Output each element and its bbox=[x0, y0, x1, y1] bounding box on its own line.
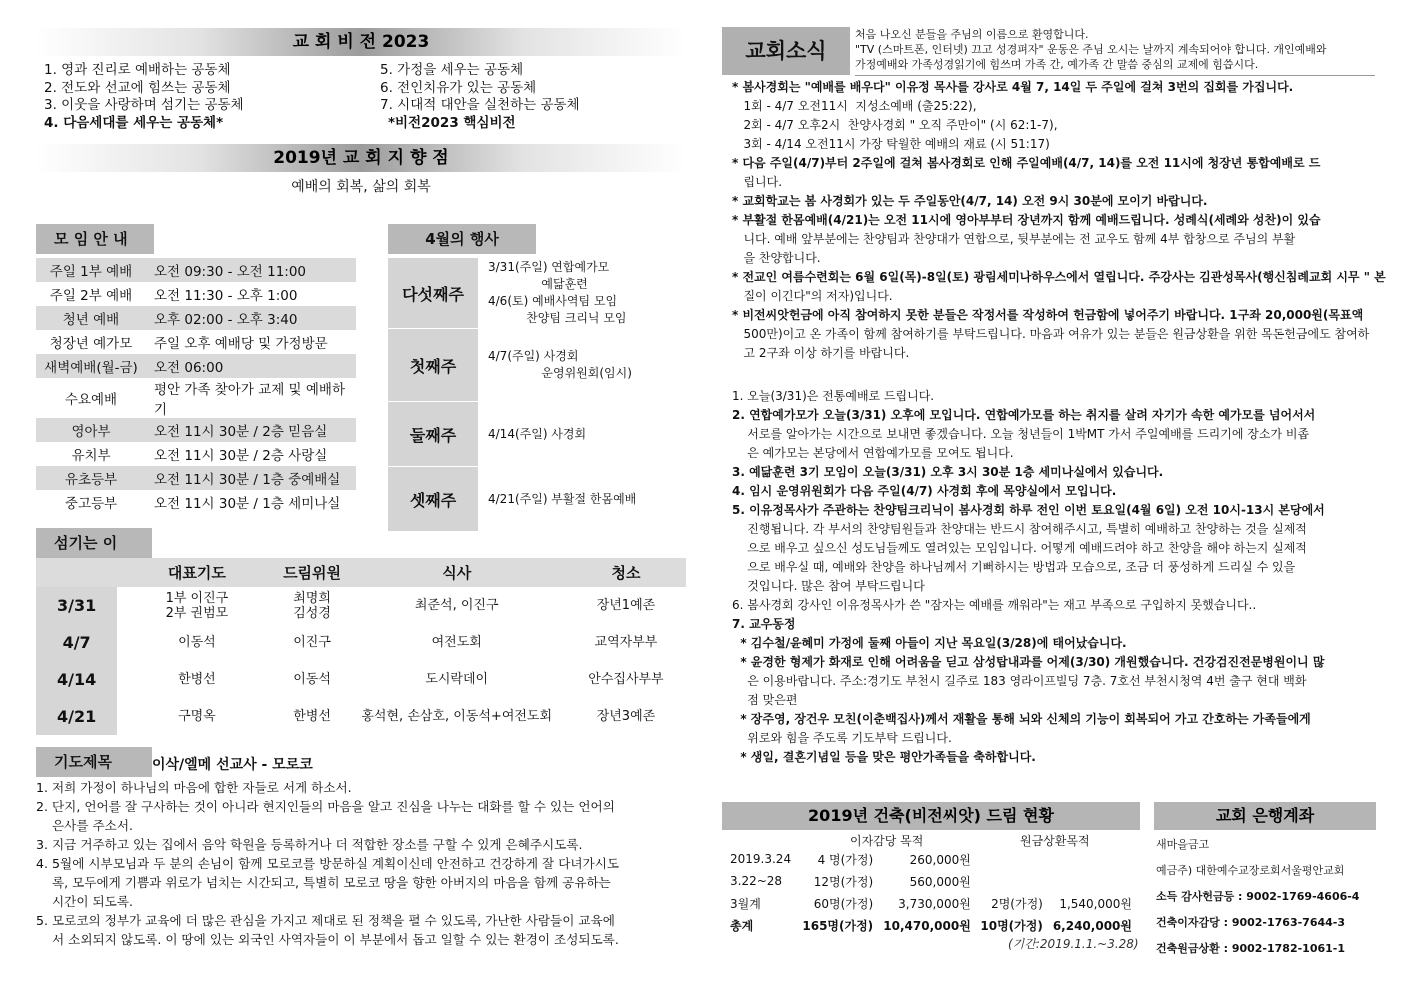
event-row bbox=[388, 402, 688, 467]
meeting-table bbox=[36, 258, 356, 514]
meeting-time: 오전 09:30 - 오전 11:00 bbox=[146, 258, 356, 282]
fund-interest-amount: 3,730,000원 bbox=[898, 896, 971, 911]
servants-dream bbox=[277, 661, 348, 698]
event-line: 운영위원회(임시) bbox=[488, 366, 632, 380]
event-line: 4/14(주일) 사경회 bbox=[488, 426, 587, 441]
servants-date: 3/31 bbox=[36, 587, 117, 624]
meeting-time: 오전 06:00 bbox=[146, 354, 356, 378]
event-week: 둘째주 bbox=[388, 402, 478, 467]
servants-row bbox=[36, 661, 686, 698]
meeting-row bbox=[36, 442, 356, 466]
servants-clean bbox=[566, 587, 686, 624]
prayer-item: 2. 단지, 언어를 잘 구사하는 것이 아니라 현지인들의 마음을 알고 진심을 나누는 대화를 할 수 있는 언어의 bbox=[36, 799, 615, 814]
event-week: 셋째주 bbox=[388, 467, 478, 532]
event-row bbox=[388, 329, 688, 402]
announcement-line: 2회 - 4/7 오후2시 찬양사경회 " 오직 주만이" (시 62:1-7), bbox=[732, 118, 1058, 132]
meeting-name: 청장년 예가모 bbox=[49, 336, 133, 352]
servants-dream-line: 김성경 bbox=[293, 605, 331, 621]
prayer-item: 은사를 주소서. bbox=[36, 818, 134, 833]
event-row bbox=[388, 258, 688, 329]
prayer-item: 서 소외되지 않도록. 이 땅에 있는 외국인 사역자들이 이 부분에서 돕고 일할 수 있는 환경이 조성되도록. bbox=[36, 932, 619, 947]
announcement-line: 립니다. bbox=[732, 175, 783, 189]
announcement-line: 500만)이고 온 가족이 함께 참여하기를 부탁드립니다. 마음과 여유가 있는 분들은 원금상환을 위한 목돈헌금에도 참여하 bbox=[732, 327, 1370, 341]
servants-prayer-line: 한병선 bbox=[178, 672, 216, 687]
fund-principal-count: 2명(가정) bbox=[991, 896, 1043, 911]
event-week: 첫째주 bbox=[388, 329, 478, 402]
servants-date: 4/21 bbox=[36, 698, 117, 735]
servants-clean bbox=[566, 624, 686, 661]
news-line: 1. 오늘(3/31)은 전통예배로 드립니다. bbox=[732, 389, 935, 403]
meeting-name: 주일 2부 예배 bbox=[49, 288, 133, 304]
bank-title-bar bbox=[1154, 802, 1376, 830]
vision-item: 1. 영과 진리로 예배하는 공동체 bbox=[44, 62, 231, 78]
vision-item: 7. 시대적 대안을 실천하는 공동체 bbox=[380, 97, 580, 113]
event-line: 찬양팀 크리닉 모임 bbox=[488, 311, 627, 325]
fund-principal-amount: 1,540,000원 bbox=[1059, 896, 1132, 911]
news-line: 으로 배우고 싶으신 성도님들께도 열려있는 모임입니다. 어떻게 예배드려야 하고 찬양을 해야 하는지 실제적 bbox=[732, 541, 1307, 555]
meeting-time: 오전 11:30 - 오후 1:00 bbox=[154, 288, 298, 304]
direction-title: 2019년 교 회 지 향 점 bbox=[273, 148, 449, 168]
event-details bbox=[478, 329, 688, 402]
announcement-line: 고 2구좌 이상 하기를 바랍니다. bbox=[732, 346, 910, 360]
servants-meal bbox=[348, 587, 566, 624]
fund-interest-count: 12명(가정) bbox=[813, 874, 874, 889]
prayer-item: 4. 5월에 시부모님과 두 분의 손님이 함께 모로코를 방문하실 계획이신데 안전하고 건강하게 잘 다녀가시도 bbox=[36, 856, 620, 871]
meeting-row bbox=[36, 354, 356, 378]
fund-period: 총계 bbox=[730, 918, 754, 933]
meeting-name: 유초등부 bbox=[36, 466, 146, 490]
bank-account: 건축이자감당 : 9002-1763-7644-3 bbox=[1156, 916, 1346, 929]
servants-clean-line: 교역자부부 bbox=[594, 635, 658, 650]
event-row bbox=[388, 467, 688, 532]
meeting-row bbox=[36, 306, 356, 330]
servants-prayer-line: 구명옥 bbox=[178, 709, 216, 724]
servants-header: 드림위원 bbox=[277, 558, 348, 587]
prayer-item: 1. 저희 가정이 하나님의 마음에 합한 자들로 서게 하소서. bbox=[36, 780, 352, 795]
events-tab: 4월의 행사 bbox=[388, 224, 536, 254]
fund-interest-amount: 10,470,000원 bbox=[883, 918, 971, 933]
meeting-row bbox=[36, 378, 356, 418]
fund-row bbox=[726, 870, 1136, 892]
servants-date: 4/14 bbox=[36, 661, 117, 698]
servants-table bbox=[36, 558, 686, 735]
prayer-item: 시간이 되도록. bbox=[36, 894, 134, 909]
meeting-tab: 모 임 안 내 bbox=[36, 224, 154, 254]
news-line: 은 이용바랍니다. 주소:경기도 부천시 길주로 183 영라이프빌딩 7층. 7호선 부천시청역 4번 출구 현대 백화 bbox=[732, 674, 1307, 688]
news-line: 점 맞은편 bbox=[732, 693, 798, 707]
fund-principal-count bbox=[975, 870, 1047, 892]
news-line: 진행됩니다. 각 부서의 찬양팀원들과 찬양대는 반드시 참여해주시고, 특별히 예배하고 찬양하는 것을 실제적 bbox=[732, 522, 1307, 536]
vision-title-bar bbox=[36, 28, 686, 56]
fund-period: 3월계 bbox=[730, 896, 761, 911]
news-numbered-list bbox=[732, 387, 1377, 767]
fund-row bbox=[726, 914, 1136, 936]
meeting-time: 오전 11시 30분 / 1층 중예배실 bbox=[146, 466, 356, 490]
news-line: 것입니다. 많은 참여 부탁드립니다 bbox=[732, 579, 925, 593]
servants-dream-line: 한병선 bbox=[293, 709, 331, 724]
prayer-subject: 이삭/엘메 선교사 - 모로코 bbox=[152, 757, 313, 773]
servants-clean bbox=[566, 661, 686, 698]
bank-title: 교회 은행계좌 bbox=[1215, 806, 1315, 825]
servants-dream bbox=[277, 698, 348, 735]
news-tab: 교회소식 bbox=[722, 27, 850, 75]
event-line: 3/31(주일) 연합예가모 bbox=[488, 260, 610, 274]
servants-prayer-line: 2부 권범모 bbox=[165, 605, 229, 621]
meeting-time: 오전 11시 30분 / 2층 믿음실 bbox=[146, 418, 356, 442]
meeting-row bbox=[36, 330, 356, 354]
servants-meal bbox=[348, 698, 566, 735]
announcement-line: 1회 - 4/7 오전11시 지성소예배 (출25:22), bbox=[732, 99, 977, 113]
news-line: 5. 이유정목사가 주관하는 찬양팀크리닉이 봄사경회 하루 전인 이번 토요일(4월 6일) 오전 10시-13시 본당에서 bbox=[732, 503, 1325, 517]
fund-period-note: (기간:2019.1.1.~3.28) bbox=[1008, 937, 1139, 951]
event-line: 예닮훈련 bbox=[488, 277, 588, 291]
vision-title: 교 회 비 전 2023 bbox=[292, 32, 430, 52]
announcement-line: 니다. 예배 앞부분에는 찬양팀과 찬양대가 연합으로, 뒷부분에는 전 교우도 함께 4부 합창으로 주님의 부활 bbox=[732, 232, 1296, 246]
servants-meal-line: 여전도회 bbox=[431, 635, 482, 650]
announcement-line: * 부활절 한몸예배(4/21)는 오전 11시에 영아부부터 장년까지 함께 예배드립니다. 성례식(세례와 성찬)이 있습 bbox=[732, 213, 1321, 227]
event-line: 4/7(주일) 사경회 bbox=[488, 349, 579, 363]
welcome-line: 처음 나오신 분들을 주님의 이름으로 환영합니다. bbox=[855, 28, 1089, 41]
prayer-item: 록, 모두에게 기쁨과 위로가 넘치는 시간되고, 특별히 모로코 땅을 향한 아버지의 마음을 함께 공유하는 bbox=[36, 875, 611, 890]
announcement-line: * 교회학교는 봄 사경회가 있는 두 주일동안(4/7, 14) 오전 9시 30분에 모이기 바랍니다. bbox=[732, 194, 1208, 208]
news-line: 4. 임시 운영위원회가 다음 주일(4/7) 사경회 후에 목양실에서 모입니다. bbox=[732, 484, 1117, 498]
event-details bbox=[478, 402, 688, 467]
event-line: 4/21(주일) 부활절 한몸예배 bbox=[488, 491, 637, 506]
servants-prayer-line: 이동석 bbox=[178, 635, 216, 650]
bank-holder: 예금주) 대한예수교장로회서울평안교회 bbox=[1156, 864, 1345, 877]
welcome-box bbox=[855, 27, 1375, 76]
servants-header: 식사 bbox=[348, 558, 566, 587]
servants-clean-line: 장년1예존 bbox=[596, 598, 656, 613]
meeting-time: 주일 오후 예배당 및 가정방문 bbox=[154, 336, 328, 352]
fund-principal-count: 10명(가정) bbox=[980, 918, 1043, 933]
servants-meal bbox=[348, 624, 566, 661]
announcement-line: * 비전씨앗헌금에 아직 참여하지 못한 분들은 작정서를 작성하여 헌금함에 넣어주기 바랍니다. 1구좌 20,000원(목표액 bbox=[732, 308, 1364, 322]
events-table bbox=[388, 258, 688, 532]
servants-tab: 섬기는 이 bbox=[36, 528, 152, 558]
servants-clean bbox=[566, 698, 686, 735]
servants-dream bbox=[277, 587, 348, 624]
announcement-line: * 봄사경회는 "예배를 배우다" 이유정 목사를 강사로 4월 7, 14일 두 주일에 걸쳐 3번의 집회를 가집니다. bbox=[732, 80, 1294, 94]
announcement-line: 을 찬양합니다. bbox=[732, 251, 821, 265]
bank-list bbox=[1156, 832, 1378, 962]
servants-row bbox=[36, 624, 686, 661]
vision-item: 5. 가정을 세우는 공동체 bbox=[380, 62, 524, 78]
announcement-line: * 다음 주일(4/7)부터 2주일에 걸쳐 봄사경회로 인해 주일예배(4/7, 14)를 오전 11시에 청장년 통합예배로 드 bbox=[732, 156, 1321, 170]
news-line: 으로 배우실 때, 예배와 찬양을 하나님께서 기뻐하시는 방법과 모습으로, 조금 더 풍성하게 드리실 수 있을 bbox=[732, 560, 1296, 574]
event-details bbox=[478, 467, 688, 532]
meeting-row bbox=[36, 282, 356, 306]
news-line: * 윤경한 형제가 화재로 인해 어려움을 딛고 삼성탑내과를 어제(3/30) 개원했습니다. 건강검진전문병원이니 많 bbox=[732, 655, 1325, 669]
fund-principal-count bbox=[975, 848, 1047, 870]
servants-meal bbox=[348, 661, 566, 698]
fund-interest-amount: 260,000원 bbox=[909, 852, 971, 867]
news-line: 2. 연합예가모가 오늘(3/31) 오후에 모입니다. 연합예가모를 하는 취지를 살려 자기가 속한 예가모를 넘어서서 bbox=[732, 408, 1316, 422]
meeting-row bbox=[36, 466, 356, 490]
news-line: 서로를 알아가는 시간으로 보내면 좋겠습니다. 오늘 청년들이 1박MT 가서 주일예배를 드리기에 장소가 비좁 bbox=[732, 427, 1310, 441]
welcome-line: 가정예배와 가족성경읽기에 힘쓰며 가족 간, 예가족 간 말씀 중심의 교제에 힘씁시다. bbox=[855, 58, 1259, 71]
meeting-name: 수요예배 bbox=[64, 392, 118, 408]
vision-item: 3. 이웃을 사랑하며 섬기는 공동체 bbox=[44, 97, 244, 113]
meeting-name: 주일 1부 예배 bbox=[36, 258, 146, 282]
vision-item: 2. 전도와 선교에 힘쓰는 공동체 bbox=[44, 79, 231, 96]
meeting-row bbox=[36, 258, 356, 282]
news-line: * 생일, 결혼기념일 등을 맞은 평안가족들을 축하합니다. bbox=[732, 750, 1036, 764]
fund-row bbox=[726, 892, 1136, 914]
announcement-line: 질이 이긴다"의 저자)입니다. bbox=[732, 289, 893, 303]
prayer-list bbox=[36, 778, 696, 949]
meeting-name: 청년 예배 bbox=[36, 306, 146, 330]
servants-header: 청소 bbox=[566, 558, 686, 587]
fund-header-interest: 이자감당 목적 bbox=[850, 834, 924, 848]
servants-prayer bbox=[117, 624, 276, 661]
fund-interest-count: 60명(가정) bbox=[813, 896, 874, 911]
prayer-tab: 기도제목 bbox=[36, 747, 152, 777]
fund-header-principal: 원금상환목적 bbox=[1020, 834, 1090, 848]
servants-header bbox=[36, 558, 117, 587]
news-line: 7. 교우동정 bbox=[732, 617, 796, 631]
servants-row bbox=[36, 587, 686, 624]
servants-row bbox=[36, 698, 686, 735]
event-line: 4/6(토) 예배사역팀 모임 bbox=[488, 294, 618, 308]
fund-principal-amount bbox=[1047, 870, 1136, 892]
meeting-time: 오전 11시 30분 / 2층 사랑실 bbox=[154, 448, 328, 464]
servants-clean-line: 안수집사부부 bbox=[588, 672, 664, 687]
fund-interest-count: 4 명(가정) bbox=[817, 852, 874, 867]
servants-prayer bbox=[117, 698, 276, 735]
servants-meal-line: 홍석현, 손삼호, 이동석+여전도회 bbox=[361, 709, 553, 724]
fund-period: 3.22~28 bbox=[730, 874, 783, 888]
meeting-name: 유치부 bbox=[71, 448, 111, 464]
servants-date: 4/7 bbox=[36, 624, 117, 661]
event-week: 다섯째주 bbox=[388, 258, 478, 329]
fund-period: 2019.3.24 bbox=[730, 852, 792, 866]
vision-list-1 bbox=[44, 62, 374, 132]
servants-prayer bbox=[117, 587, 276, 624]
meeting-row bbox=[36, 418, 356, 442]
servants-clean-line: 장년3예존 bbox=[596, 709, 656, 724]
meeting-row bbox=[36, 490, 356, 514]
meeting-time: 오전 11시 30분 / 1층 세미나실 bbox=[154, 496, 341, 512]
fund-row bbox=[726, 848, 1136, 870]
vision-list-2 bbox=[380, 62, 690, 132]
direction-text: 예배의 회복, 삶의 회복 bbox=[291, 179, 431, 195]
announcements-list bbox=[732, 78, 1386, 363]
servants-dream-line: 최명희 bbox=[293, 590, 331, 606]
meeting-name: 영아부 bbox=[36, 418, 146, 442]
prayer-item: 3. 지금 거주하고 있는 집에서 음악 학원을 등록하거나 더 적합한 장소를 구할 수 있게 은혜주시도록. bbox=[36, 837, 583, 852]
prayer-item: 5. 모로코의 정부가 교육에 더 많은 관심을 가지고 제대로 된 정책을 펼 수 있도록, 가난한 사람들이 교육에 bbox=[36, 913, 615, 928]
announcement-line: 3회 - 4/14 오전11시 가장 탁월한 예배의 재료 (시 51:17) bbox=[732, 137, 1050, 151]
fund-principal-amount bbox=[1047, 848, 1136, 870]
servants-dream-line: 이진구 bbox=[293, 635, 331, 650]
event-details bbox=[478, 258, 688, 329]
fund-title-bar bbox=[722, 802, 1140, 830]
servants-dream-line: 이동석 bbox=[293, 672, 331, 687]
bank-account: 소득 감사헌금등 : 9002-1769-4606-4 bbox=[1156, 890, 1360, 903]
servants-prayer-line: 1부 이진구 bbox=[165, 590, 229, 606]
servants-meal-line: 최준석, 이진구 bbox=[414, 598, 499, 613]
vision-item: 4. 다음세대를 세우는 공동체* bbox=[44, 114, 224, 131]
vision-item: 6. 전인치유가 있는 공동체 bbox=[380, 79, 537, 96]
news-line: 6. 봄사경회 강사인 이유정목사가 쓴 "잠자는 예배를 깨워라"는 재고 부족으로 구입하지 못했습니다.. bbox=[732, 598, 1257, 612]
fund-interest-count: 165명(가정) bbox=[802, 918, 874, 933]
meeting-name: 중고등부 bbox=[64, 496, 118, 512]
news-line: * 장주영, 장건우 모친(이춘백집사)께서 재활을 통해 뇌와 신체의 기능이 회복되어 가고 간호하는 가족들에게 bbox=[732, 712, 1311, 726]
news-line: 위로와 힘을 주도록 기도부탁 드립니다. bbox=[732, 731, 952, 745]
news-line: 은 예가모는 본당에서 연합예가모를 모여도 됩니다. bbox=[732, 446, 1014, 460]
fund-table bbox=[726, 848, 1136, 936]
meeting-time: 오후 02:00 - 오후 3:40 bbox=[146, 306, 356, 330]
meeting-name: 새벽예배(월-금) bbox=[36, 354, 146, 378]
vision-core: *비전2023 핵심비전 bbox=[388, 114, 516, 131]
servants-header: 대표기도 bbox=[117, 558, 276, 587]
meeting-time: 평안 가족 찾아가 교제 및 예배하기 bbox=[154, 382, 345, 418]
news-line: * 김수철/윤혜미 가정에 둘째 아들이 지난 목요일(3/28)에 태어났습니다. bbox=[732, 636, 1127, 650]
direction-title-bar bbox=[36, 144, 686, 172]
servants-meal-line: 도시락데이 bbox=[425, 672, 489, 687]
fund-title: 2019년 건축(비전씨앗) 드림 현황 bbox=[808, 806, 1054, 825]
servants-dream bbox=[277, 624, 348, 661]
welcome-line: "TV (스마트폰, 인터넷) 끄고 성경펴자" 운동은 주님 오시는 날까지 계속되어야 합니다. 개인예배와 bbox=[855, 43, 1327, 56]
bank-account: 건축원금상환 : 9002-1782-1061-1 bbox=[1156, 942, 1346, 955]
news-line: 3. 예닮훈련 3기 모임이 오늘(3/31) 오후 3시 30분 1층 세미나실에서 있습니다. bbox=[732, 465, 1164, 479]
fund-interest-amount: 560,000원 bbox=[909, 874, 971, 889]
servants-prayer bbox=[117, 661, 276, 698]
bank-name: 새마을금고 bbox=[1156, 838, 1210, 851]
fund-principal-amount: 6,240,000원 bbox=[1052, 918, 1132, 933]
announcement-line: * 전교인 여름수련회는 6월 6일(목)-8일(토) 광림세미나하우스에서 열립니다. 주강사는 김관성목사(행신침례교회 시무 " 본 bbox=[732, 270, 1386, 284]
